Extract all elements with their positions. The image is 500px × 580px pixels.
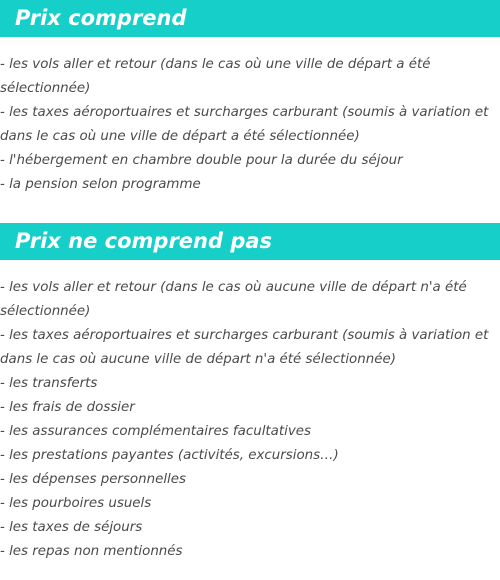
list-item: - les repas non mentionnés — [0, 544, 183, 559]
list-item: - l'hébergement en chambre double pour la durée du séjour — [0, 153, 403, 168]
list-item: - les frais de dossier — [0, 400, 135, 415]
list-item: - les taxes aéroportuaires et surcharges carburant (soumis à variation et dans le cas où une ville de départ a été sélectionnée) — [0, 105, 489, 144]
price-excludes-list — [0, 276, 498, 564]
list-item: - les vols aller et retour (dans le cas où aucune ville de départ n'a été sélectionnée) — [0, 280, 467, 319]
list-item: - les assurances complémentaires facultatives — [0, 424, 311, 439]
list-item: - les dépenses personnelles — [0, 472, 186, 487]
list-item: - les taxes de séjours — [0, 520, 143, 535]
price-excludes-heading: Prix ne comprend pas — [0, 223, 500, 260]
list-item: - les vols aller et retour (dans le cas où une ville de départ a été sélectionnée) — [0, 57, 431, 96]
price-includes-list — [0, 53, 498, 197]
list-item: - les taxes aéroportuaires et surcharges carburant (soumis à variation et dans le cas où aucune ville de départ n'a été sélectionnée) — [0, 328, 489, 367]
price-includes-heading: Prix comprend — [0, 0, 500, 37]
list-item: - les prestations payantes (activités, excursions…) — [0, 448, 339, 463]
list-item: - les pourboires usuels — [0, 496, 152, 511]
list-item: - les transferts — [0, 376, 98, 391]
list-item: - la pension selon programme — [0, 177, 201, 192]
